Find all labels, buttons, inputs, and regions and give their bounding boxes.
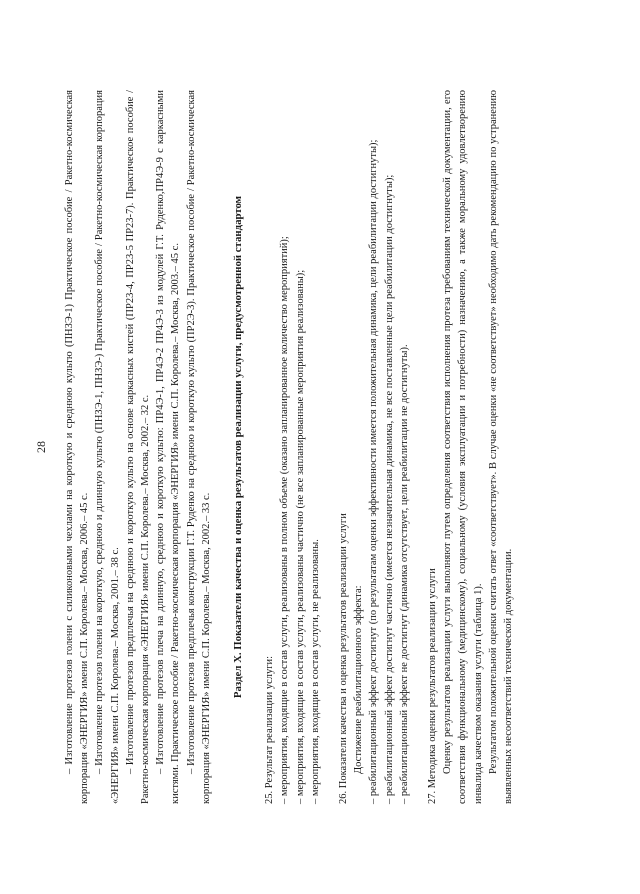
- item-26-line: – реабилитационный эффект не достигнут (динамика отсутствует, цели реабилитации не достигнуты).: [398, 344, 410, 804]
- item-26-subheading: Достижение реабилитационного эффекта:: [353, 585, 365, 774]
- reference-item: – Изготовление протезов голени с силиконовыми чехлами на короткую и среднюю культю (ПНЗЭ-1) Практическое пособие / Ракетно-космическая корпорация «ЭНЕРГИЯ» имени С.П. Королева.– Москва, 2006.– 45 с.: [64, 90, 91, 804]
- item-25-heading: 25. Результат реализации услуги:: [264, 655, 276, 804]
- item-26-heading: 26. Показатели качества и оценка результатов реализации услуги: [338, 513, 350, 804]
- spacer: [323, 90, 336, 804]
- item-26-line: – реабилитационный эффект достигнут (по результатам оценки эффективности имеется положительная динамика, цели реабилитации достигнуты);: [368, 139, 380, 804]
- item-27-heading: 27. Методика оценки результатов реализации услуги: [427, 568, 439, 804]
- reference-item: – Изготовление протезов предплечья на среднюю и короткую культю на основе каркасных кистей (ПР23-4, ПР23-5 ПР23-7). Практическое пособие / Ракетно-космическая корпорация «ЭНЕРГИЯ» имени С.П. Королева.– Москва, 2002.– 32 с.: [124, 90, 152, 804]
- item-25-line: – мероприятия, входящие в состав услуги, реализованы частично (не все запланированные мероприятия реализованы);: [294, 269, 306, 804]
- page-body: [62, 90, 516, 804]
- reference-item: – Изготовление протезов предплечья конструкции Г.Т. Руденко на среднюю и короткую культю (ПР2Э-3). Практическое пособие / Ракетно-космическая корпорация «ЭНЕРГИЯ» имени С.П. Королева.– Москва, 2002.– 33 с.: [185, 90, 212, 804]
- item-25-line: – мероприятия, входящие в состав услуги, реализованы в полном объеме (оказано запланированное количество мероприятий);: [279, 236, 291, 804]
- item-25-line: – мероприятия, входящие в состав услуги, не реализованы.: [309, 539, 321, 804]
- section-title: Раздел X. Показатели качества и оценка результатов реализации услуги, предусмотренной стандартом: [232, 195, 245, 699]
- reference-item: – Изготовление протезов плеча на длинную, среднюю и короткую культю: ПР4Э-1, ПР4Э-2 ПР4Э-3 из модулей Г.Т. Руденко,ПР4Э-9 с каркасными кистями. Практическое пособие / Ракетно-космическая корпорация «ЭНЕРГИЯ» имени С.П. Королева.– Москва, 2003.– 45 с.: [155, 90, 182, 804]
- item-27-paragraph: Результатом положительной оценки считать ответ «соответствует». В случае оценки «не соответствует» необходимо дать рекомендацию по устранению выявленных несоответствий технической документации.: [487, 90, 515, 804]
- reference-item: – Изготовление протезов голени на короткую, среднюю и длинную культю (ПНЗЭ-1, ПНЗЭ-) Практическое пособие / Ракетно-космическая корпорация «ЭНЕРГИЯ» имени С.П. Королева.– Москва, 2001.– 38 с.: [94, 90, 121, 804]
- item-27-paragraph: Оценку результатов реализации услуги выполняют путем определения соответствия исполнения протеза требованиям технической документации, его соответствия функциональному (медицинскому), социальному (условия эксплуатации и потребности) назначению, а также моральному удовлетворению инвалида качеством оказания услуги (таблица 1).: [442, 90, 484, 804]
- page-number: 28: [34, 441, 48, 453]
- spacer: [412, 90, 425, 804]
- item-26-line: – реабилитационный эффект достигнут частично (имеется незначительная динамика, не все поставленные цели реабилитации достигнуты);: [383, 174, 395, 804]
